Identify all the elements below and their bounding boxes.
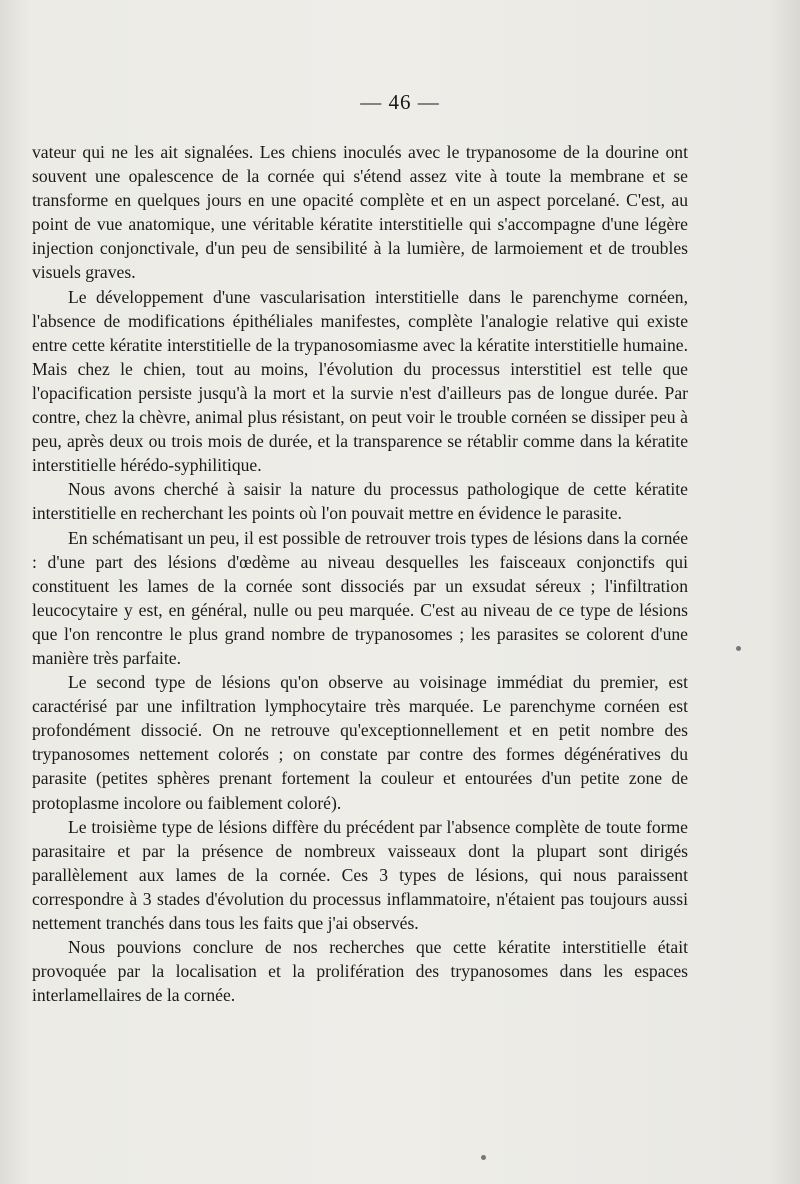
paragraph-5: Le second type de lésions qu'on observe au voisinage immédiat du premier, est caractérisé par une infiltration lymphocytaire très marquée. Le parenchyme cornéen est profondément dissocié. On ne retrouve qu'exceptionnellement et en petit nombre des trypanosomes nettement colorés ; on constate par contre des formes dégénératives du parasite (petites sphères prenant fortement la couleur et entourées d'un petite zone de protoplasme incolore ou faiblement coloré). [32,672,688,813]
paragraph-4: En schématisant un peu, il est possible de retrouver trois types de lésions dans la cornée : d'une part des lésions d'œdème au niveau desquelles les faisceaux conjonctifs qui constituent les lames de la cornée sont dissociés par un exsudat séreux ; l'infiltration leucocytaire y est, en général, nulle ou peu marquée. C'est au niveau de ce type de lésions que l'on rencontre le plus grand nombre de trypanosomes ; les parasites se colorent d'une manière très parfaite. [32,527,688,668]
paragraph-6: Le troisième type de lésions diffère du précédent par l'absence complète de toute forme parasitaire et par la présence de nombreux vaisseaux dont la plupart sont dirigés parallèlement aux lames de la cornée. Ces 3 types de lésions, qui nous paraissent correspondre à 3 stades d'évolution du processus inflammatoire, n'étaient pas toujours aussi nettement tranchés dans tous les faits que j'ai observés. [32,816,688,933]
body-text [32,140,688,1007]
paragraph-7: Nous pouvions conclure de nos recherches que cette kératite interstitielle était provoquée par la localisation et la prolifération des trypanosomes dans les espaces interlamellaires de la cornée. [32,937,688,1006]
scan-speck [481,1155,486,1160]
paragraph-1: vateur qui ne les ait signalées. Les chiens inoculés avec le trypanosome de la dourine ont souvent une opalescence de la cornée qui s'étend assez vite à toute la membrane et se transforme en quelques jours en une opacité complète et en un aspect porcelané. C'est, au point de vue anatomique, une véritable kératite interstitielle qui s'accompagne d'une légère injection conjonctivale, d'un peu de sensibilité à la lumière, de larmoiement et de troubles visuels graves. [32,142,688,283]
scan-speck [736,646,741,651]
paragraph-2: Le développement d'une vascularisation interstitielle dans le parenchyme cornéen, l'absence de modifications épithéliales manifestes, complète l'analogie relative qui existe entre cette kératite interstitielle de la trypanosomiasme avec la kératite interstitielle humaine. Mais chez le chien, tout au moins, l'évolution du processus interstitiel est telle que l'opacification persiste jusqu'à la mort et la survie n'est d'ailleurs pas de longue durée. Par contre, chez la chèvre, animal plus résistant, on peut voir le trouble cornéen se dissiper peu à peu, après deux ou trois mois de durée, et la transparence se rétablir comme dans la kératite interstitielle hérédo-syphilitique. [32,286,688,476]
page-number: — 46 — [360,90,440,114]
paragraph-3: Nous avons cherché à saisir la nature du processus pathologique de cette kératite interstitielle en recherchant les points où l'on pouvait mettre en évidence le parasite. [32,479,688,524]
